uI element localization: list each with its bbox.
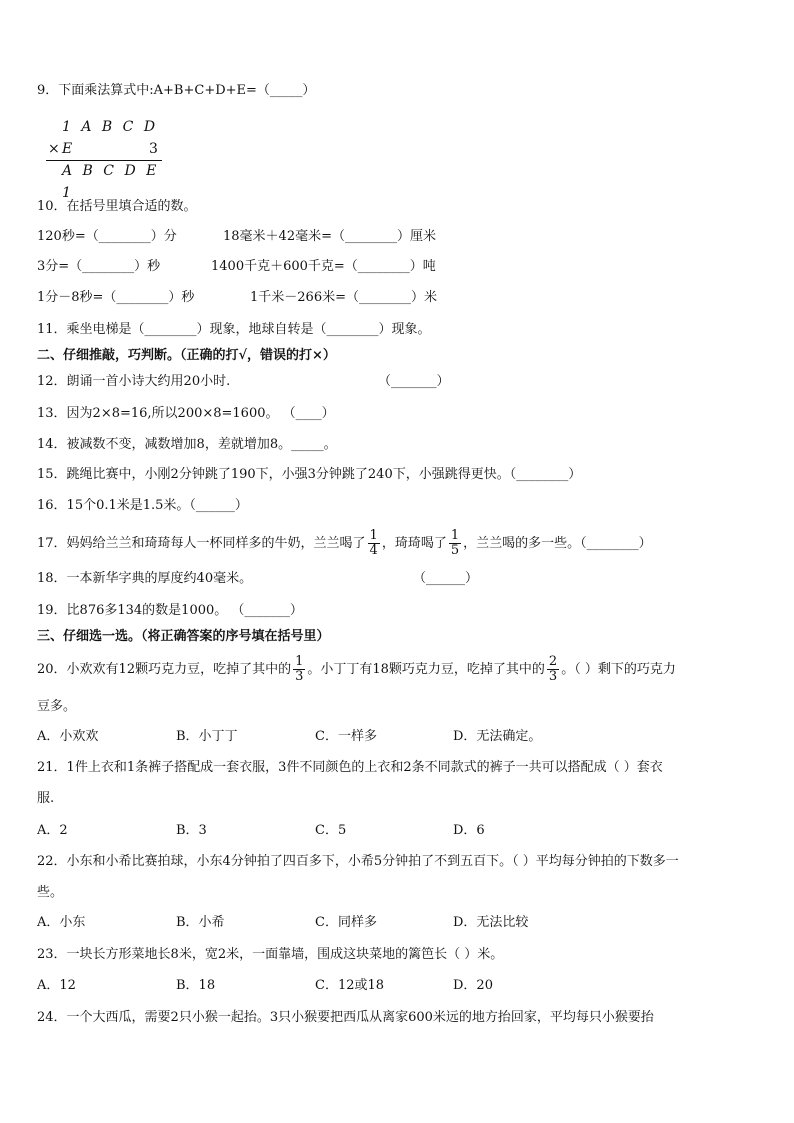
question-10-title: 10．在括号里填合适的数。 bbox=[37, 199, 197, 214]
question-24: 24．一个大西瓜，需要2只小猴一起抬。3只小猴要把西瓜从离家600米远的地方抬回家，平均每只小猴要抬 bbox=[37, 1010, 654, 1025]
q23-option-d: D．20 bbox=[453, 978, 493, 993]
q17-part-a: 17．妈妈给兰兰和琦琦每人一杯同样多的牛奶，兰兰喝了 bbox=[37, 536, 366, 551]
question-18-blank: （______） bbox=[413, 571, 479, 586]
q10-row2-left: 3分=（________）秒 bbox=[37, 259, 161, 274]
vertical-multiplication bbox=[46, 116, 166, 201]
q17-part-b: ，琦琦喝了 bbox=[381, 536, 447, 551]
q23-option-b: B．18 bbox=[176, 978, 216, 993]
question-12: 12．朗诵一首小诗大约用20小时. bbox=[37, 374, 231, 389]
product: A B C D E 1 bbox=[62, 163, 160, 201]
q23-option-a: A．12 bbox=[37, 978, 76, 993]
fraction-numerator: 1 bbox=[295, 654, 304, 669]
question-20 bbox=[37, 650, 676, 690]
q10-row2-right: 1400千克＋600千克=（________）吨 bbox=[211, 259, 436, 274]
q20-part-c: 。（ ）剩下的巧克力 bbox=[561, 662, 676, 677]
multiplication-rule bbox=[46, 160, 162, 161]
q22-option-b: B．小希 bbox=[176, 915, 225, 930]
section-2-heading: 二、仔细推敲，巧判断。（正确的打√，错误的打×） bbox=[37, 348, 336, 363]
fraction-numerator: 1 bbox=[369, 528, 378, 543]
q10-row1-left: 120秒=（________）分 bbox=[37, 229, 177, 244]
q21-continuation: 服. bbox=[37, 791, 55, 806]
question-14: 14．被减数不变，减数增加8，差就增加8。_____。 bbox=[37, 437, 337, 452]
question-19: 19．比876多134的数是1000。 （_______） bbox=[37, 603, 303, 618]
q20-option-c: C．一样多 bbox=[315, 729, 377, 744]
fraction-two-thirds bbox=[547, 655, 559, 684]
fraction-one-fifth bbox=[449, 529, 461, 558]
question-23: 23．一块长方形菜地长8米，宽2米，一面靠墙，围成这块菜地的篱笆长（ ）米。 bbox=[37, 947, 504, 962]
q22-option-a: A．小东 bbox=[37, 915, 86, 930]
q21-option-b: B．3 bbox=[176, 823, 207, 838]
multiplier-row bbox=[46, 138, 166, 160]
q20-option-a: A．小欢欢 bbox=[37, 729, 99, 744]
question-9: 9．下面乘法算式中:A+B+C+D+E=（_____） bbox=[37, 83, 316, 98]
multiplicand: 1 A B C D E bbox=[62, 119, 159, 157]
q20-part-b: 。小丁丁有18颗巧克力豆，吃掉了其中的 bbox=[307, 662, 545, 677]
question-16: 16．15个0.1米是1.5米。（______） bbox=[37, 498, 248, 513]
q20-part-a: 20．小欢欢有12颗巧克力豆，吃掉了其中的 bbox=[37, 662, 292, 677]
question-15: 15．跳绳比赛中，小刚2分钟跳了190下，小强3分钟跳了240下，小强跳得更快。（________） bbox=[37, 467, 582, 482]
question-17 bbox=[37, 524, 652, 564]
fraction-denominator: 4 bbox=[369, 543, 378, 558]
question-13: 13．因为2×8=16,所以200×8=1600。 （____） bbox=[37, 406, 335, 421]
q22-option-d: D．无法比较 bbox=[453, 915, 529, 930]
q20-continuation: 豆多。 bbox=[37, 699, 77, 714]
fraction-one-quarter bbox=[368, 529, 380, 558]
q23-option-c: C．12或18 bbox=[315, 978, 385, 993]
q10-row3-left: 1分－8秒=（________）秒 bbox=[37, 290, 195, 305]
question-11: 11．乘坐电梯是（________）现象，地球自转是（________）现象。 bbox=[37, 322, 431, 337]
question-12-blank: （_______） bbox=[378, 374, 450, 389]
fraction-denominator: 3 bbox=[548, 669, 558, 684]
q21-option-a: A．2 bbox=[37, 823, 68, 838]
q21-option-d: D．6 bbox=[453, 823, 485, 838]
q20-option-b: B．小丁丁 bbox=[176, 729, 238, 744]
q22-option-c: C．同样多 bbox=[315, 915, 377, 930]
q21-option-c: C．5 bbox=[315, 823, 347, 838]
q22-continuation: 些。 bbox=[37, 885, 64, 900]
fraction-denominator: 5 bbox=[450, 543, 460, 558]
q20-option-d: D．无法确定。 bbox=[453, 729, 542, 744]
question-18: 18．一本新华字典的厚度约40毫米。 bbox=[37, 571, 253, 586]
fraction-one-third bbox=[293, 655, 305, 684]
multiplier: 3 bbox=[149, 141, 158, 157]
q10-row3-right: 1千米－266米=（________）米 bbox=[250, 290, 437, 305]
question-22: 22．小东和小希比赛拍球，小东4分钟拍了四百多下，小希5分钟拍了不到五百下。（ ）平均每分钟拍的下数多一 bbox=[37, 854, 679, 869]
fraction-numerator: 1 bbox=[450, 528, 460, 543]
section-3-heading: 三、仔细选一选。（将正确答案的序号填在括号里） bbox=[37, 629, 330, 644]
question-21: 21．1件上衣和1条裤子搭配成一套衣服，3件不同颜色的上衣和2条不同款式的裤子一共可以搭配成（ ）套衣 bbox=[37, 760, 663, 775]
q17-part-c: ，兰兰喝的多一些。（________） bbox=[463, 536, 652, 551]
times-sign: × bbox=[48, 141, 60, 157]
fraction-denominator: 3 bbox=[295, 669, 304, 684]
fraction-numerator: 2 bbox=[548, 654, 558, 669]
q10-row1-right: 18毫米＋42毫米=（________）厘米 bbox=[223, 229, 436, 244]
